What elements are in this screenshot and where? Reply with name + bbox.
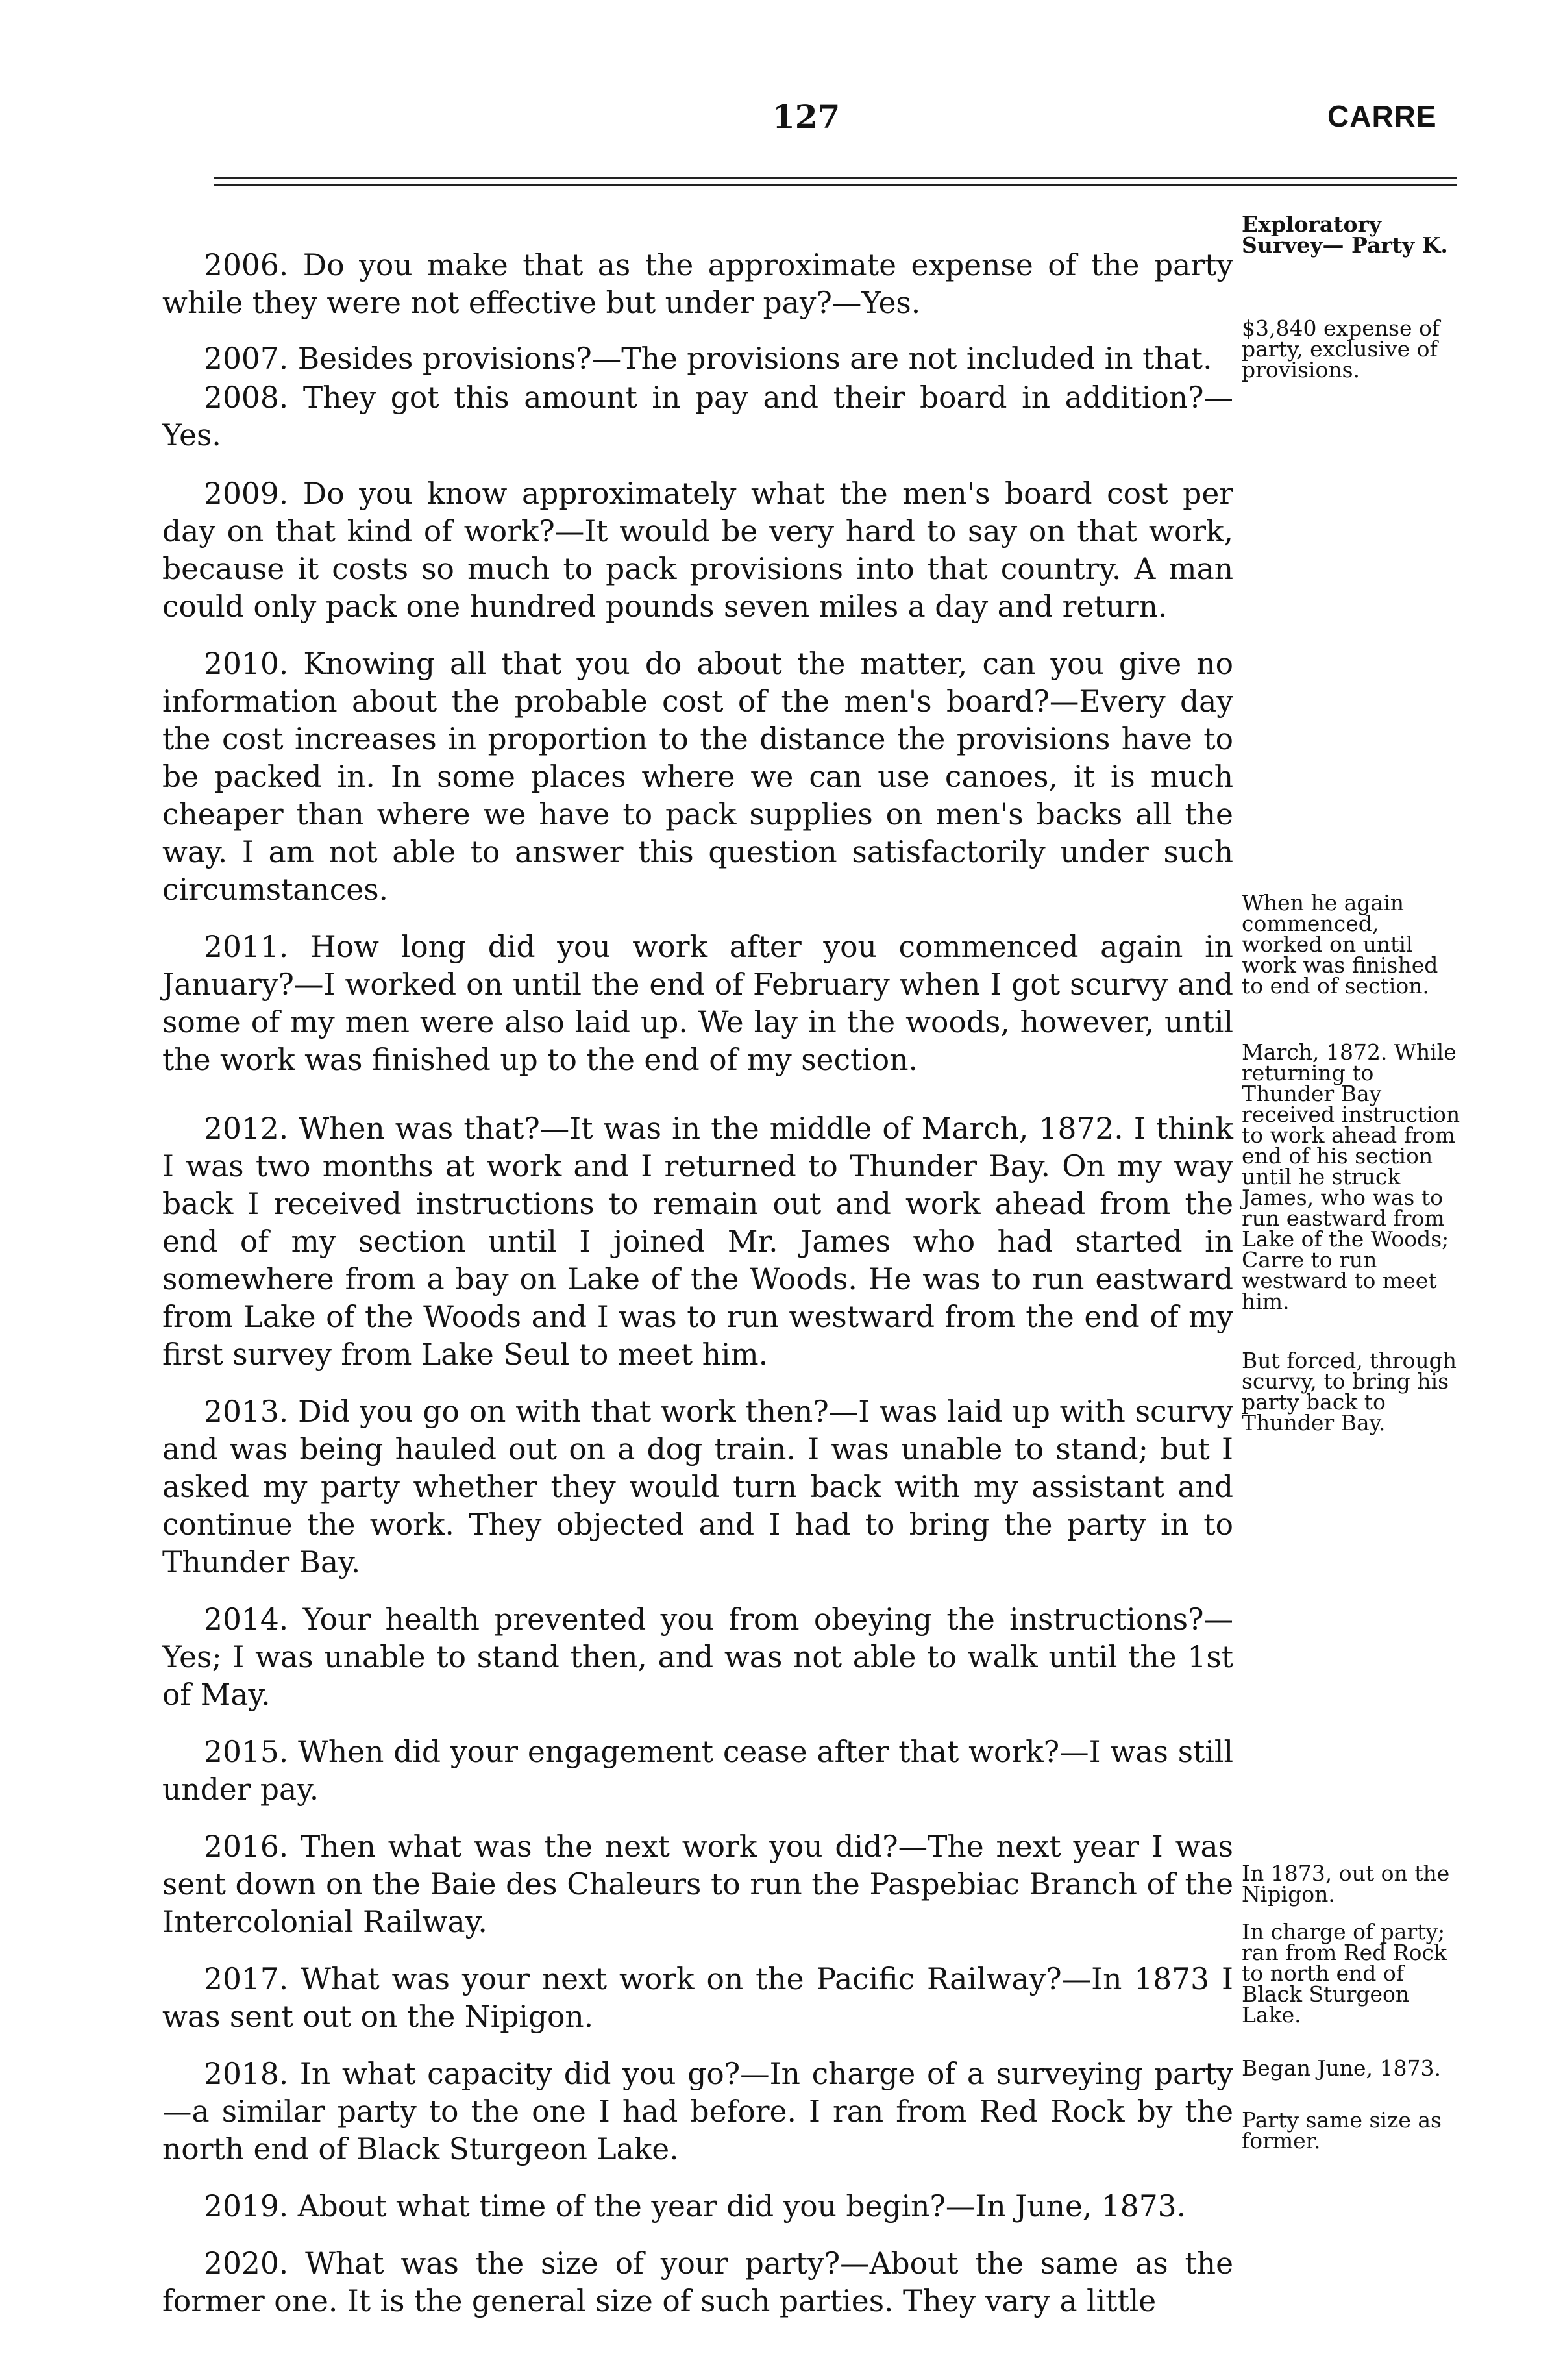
paragraph-2018: 2018. In what capacity did you go?—In charge of a surveying party—a similar party to the one I had before. I ran from Red Rock by the north end of Black Sturgeon Lake. [162,2057,1233,2166]
margin-note-began: Began June, 1873. [1242,2055,1442,2081]
paragraph-2007: 2007. Besides provisions?—The provisions are not included in that. [204,341,1212,376]
margin-note-red-rock: In charge of party; ran from Red Rock to north end of Black Sturgeon Lake. [1242,1919,1447,2027]
paragraph-2012: 2012. When was that?—It was in the middle of March, 1872. I think I was two months at work and I returned to Thunder Bay. On my way back I received instructions to remain out and work ahead from the end of my section until I joined Mr. James who had started in somewhere from a bay on Lake of the Woods. He was to run eastward from Lake of the Woods and I was to run westward from the end of my first survey from Lake Seul to meet him. [162,1111,1233,1372]
paragraph-2006: 2006. Do you make that as the approximate expense of the party while they were not effective but under pay?—Yes. [162,248,1233,320]
paragraph-2009: 2009. Do you know approximately what the men's board cost per day on that kind of work?—It would be very hard to say on that work, because it costs so much to pack provisions into that country. A man could only pack one hundred pounds seven miles a day and return. [162,477,1233,624]
page-header [0,97,1550,136]
paragraph-2020: 2020. What was the size of your party?—About the same as the former one. It is the general size of such parties. They vary a little [162,2246,1233,2318]
paragraph-2015: 2015. When did your engagement cease after that work?—I was still under pay. [162,1735,1233,1807]
header-rule [214,177,1457,179]
margin-note-party-size: Party same size as former. [1242,2107,1442,2153]
testimony-text [162,247,1233,2340]
margin-note-expense: $3,840 expense of party, exclusive of provisions. [1242,316,1440,382]
paragraph-2016: 2016. Then what was the next work you did?—The next year I was sent down on the Baie des Chaleurs to run the Paspebiac Branch of the Intercolonial Railway. [162,1829,1233,1939]
paragraph-2008: 2008. They got this amount in pay and their board in addition?—Yes. [162,380,1233,452]
paragraph-2014: 2014. Your health prevented you from obeying the instructions?—Yes; I was unable to stand then, and was not able to walk until the 1st of May. [162,1602,1233,1712]
margin-note-march-1872: March, 1872. While returning to Thunder Bay received instruction to work ahead from end of his section until he struck James, who was to run eastward from Lake of the Woods; Carre to run westward to meet him. [1242,1039,1460,1314]
margin-note-commenced: When he again commenced, worked on until work was finished to end of section. [1242,890,1438,998]
margin-note-scurvy: But forced, through scurvy, to bring his party back to Thunder Bay. [1242,1348,1457,1435]
paragraph-2013: 2013. Did you go on with that work then?—I was laid up with scurvy and was being hauled out on a dog train. I was unable to stand; but I asked my party whether they would turn back with my assistant and continue the work. They objected and I had to bring the party in to Thunder Bay. [162,1395,1233,1580]
paragraph-2011: 2011. How long did you work after you commenced again in January?—I worked on until the end of February when I got scurvy and some of my men were also laid up. We lay in the woods, however, until the work was finished up to the end of my section. [162,930,1233,1077]
page-number: 127 [772,97,841,136]
margin-note-nipigon: In 1873, out on the Nipigon. [1242,1861,1450,1907]
paragraph-2017: 2017. What was your next work on the Pacific Railway?—In 1873 I was sent out on the Nipigon. [162,1962,1233,2034]
running-head: CARRE [1327,99,1437,133]
margin-note-party-k: Exploratory Survey— Party K. [1242,212,1448,258]
header-rule-thin [214,184,1457,186]
paragraph-2010: 2010. Knowing all that you do about the matter, can you give no information about the probable cost of the men's board?—Every day the cost increases in proportion to the distance the provisions have to be packed in. In some places where we can use canoes, it is much cheaper than where we have to pack supplies on men's backs all the way. I am not able to answer this question satisfactorily under such circumstances. [162,647,1233,907]
paragraph-2019: 2019. About what time of the year did you begin?—In June, 1873. [204,2189,1187,2224]
